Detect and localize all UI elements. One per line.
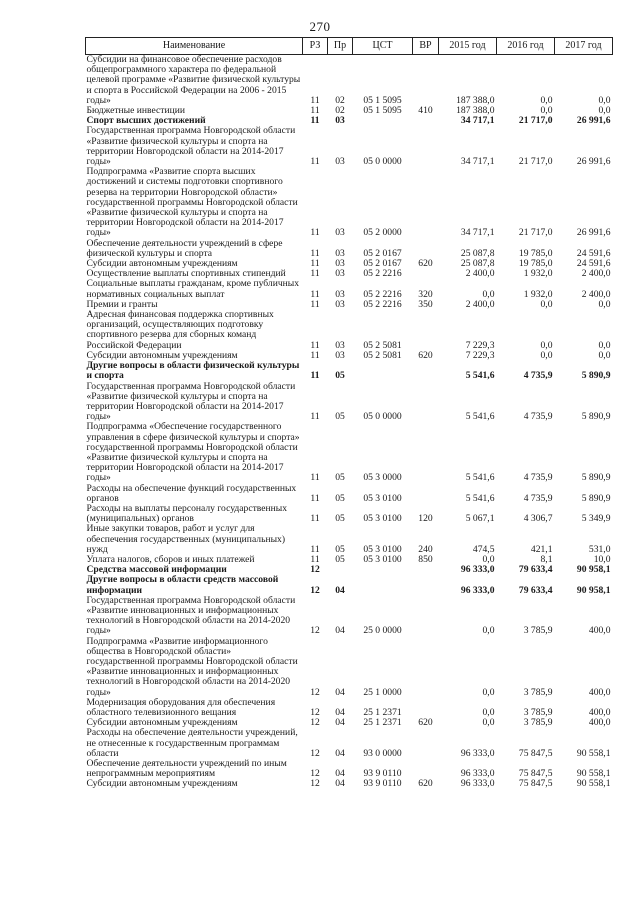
cell-pr: 05 — [335, 472, 345, 484]
cell-name: Адресная финансовая поддержка спортивных организаций, осуществляющих подготовку спортивного резерва для сборных команд Российской Федерации — [86, 310, 274, 351]
cell-name: Субсидии автономным учреждениям — [86, 259, 238, 270]
cell-rz: 12 — [310, 625, 320, 637]
table-row — [86, 55, 613, 107]
cell-name: Обеспечение деятельности учреждений по иным непрограммным мероприятиям — [86, 759, 287, 780]
cell-2015: 5 541,6 — [465, 492, 495, 504]
cell-2017: 26 991,6 — [576, 116, 611, 127]
cell-rz: 11 — [310, 370, 320, 382]
table-row — [86, 698, 613, 718]
table-row — [86, 279, 613, 299]
cell-2015: 5 541,6 — [465, 370, 495, 382]
cell-cst: 05 3 0100 — [363, 554, 402, 565]
cell-rz: 11 — [310, 156, 320, 168]
cell-2017: 24 591,6 — [576, 247, 611, 259]
header-name: Наименование — [86, 38, 303, 55]
cell-2016: 75 847,5 — [518, 747, 553, 759]
cell-cst: 05 1 5095 — [363, 106, 402, 117]
cell-vr — [413, 596, 439, 637]
cell-rz: 11 — [310, 339, 320, 351]
table-row — [86, 596, 613, 637]
cell-2017: 5 349,9 — [581, 513, 611, 525]
table-row — [86, 310, 613, 351]
table-row — [86, 382, 613, 423]
cell-2017: 0,0 — [598, 106, 611, 117]
cell-2015: 0,0 — [482, 554, 495, 565]
table-row — [86, 728, 613, 759]
cell-vr: 320 — [418, 288, 433, 300]
cell-name: Субсидии автономным учреждениям — [86, 779, 238, 790]
cell-2016: 4 735,9 — [523, 492, 553, 504]
cell-2017: 5 890,9 — [581, 472, 611, 484]
cell-vr: 620 — [418, 718, 433, 729]
cell-name: Социальные выплаты гражданам, кроме публичных нормативных социальных выплат — [86, 279, 300, 300]
cell-2016: 1 932,0 — [523, 288, 553, 300]
cell-vr — [413, 698, 439, 718]
cell-vr — [413, 728, 439, 759]
cell-cst: 05 2 0000 — [363, 227, 402, 239]
cell-2017: 0,0 — [598, 299, 611, 310]
cell-2015: 96 333,0 — [460, 747, 495, 759]
cell-pr: 05 — [335, 411, 345, 423]
cell-vr — [413, 422, 439, 483]
cell-cst: 25 1 2371 — [363, 718, 402, 729]
cell-pr: 05 — [335, 492, 345, 504]
cell-rz: 12 — [310, 747, 320, 759]
cell-vr — [413, 167, 439, 238]
table-row — [86, 484, 613, 504]
cell-2016: 0,0 — [540, 106, 553, 117]
cell-2016: 421,1 — [530, 543, 553, 555]
cell-rz: 11 — [310, 94, 320, 106]
cell-name: Иные закупки товаров, работ и услуг для обеспечения государственных (муниципальных) нужд — [86, 524, 286, 555]
cell-2017: 400,0 — [588, 625, 611, 637]
cell-name: Подпрограмма «Обеспечение государственного управления в сфере физической культуры и спорта» государственной программы Новгородской области «Развитие физической культуры и спорта на территории Новгородской области на 2014-2017 годы» — [86, 422, 300, 484]
table-row — [86, 524, 613, 555]
cell-2017: 26 991,6 — [576, 156, 611, 168]
cell-2017: 2 400,0 — [581, 269, 611, 280]
header-pr: Пр — [328, 38, 353, 55]
cell-name: Уплата налогов, сборов и иных платежей — [86, 554, 255, 565]
cell-name: Средства массовой информации — [86, 565, 227, 576]
cell-rz: 12 — [310, 768, 320, 780]
table-row — [86, 239, 613, 259]
cell-2016: 8,1 — [540, 554, 553, 565]
cell-rz: 12 — [310, 718, 320, 729]
cell-name: Субсидии автономным учреждениям — [86, 718, 238, 729]
cell-cst: 25 1 0000 — [363, 686, 402, 698]
cell-2016: 4 306,7 — [523, 513, 553, 525]
cell-2016: 21 717,0 — [518, 227, 553, 239]
cell-2016: 75 847,5 — [518, 768, 553, 780]
cell-vr — [413, 565, 439, 575]
cell-pr: 02 — [335, 94, 345, 106]
budget-table — [85, 37, 613, 790]
cell-cst: 05 2 5081 — [363, 350, 402, 361]
cell-vr: 620 — [418, 350, 433, 361]
cell-vr: 350 — [418, 299, 433, 310]
cell-2015: 5 067,1 — [465, 513, 495, 525]
cell-pr: 05 — [335, 513, 345, 525]
header-cst: ЦСТ — [353, 38, 413, 55]
cell-cst: 93 9 0110 — [363, 779, 402, 790]
table-row — [86, 565, 613, 575]
cell-pr: 05 — [335, 554, 345, 565]
table-row — [86, 106, 613, 116]
cell-rz: 11 — [310, 116, 320, 127]
table-row — [86, 759, 613, 779]
cell-cst: 05 3 0100 — [363, 513, 402, 525]
cell-cst: 05 0 0000 — [363, 411, 402, 423]
cell-2015: 96 333,0 — [460, 779, 495, 790]
cell-cst: 05 2 2216 — [363, 288, 402, 300]
cell-pr: 03 — [335, 299, 345, 310]
page-number: 270 — [309, 19, 331, 34]
table-row — [86, 126, 613, 167]
cell-2015: 25 087,8 — [460, 247, 495, 259]
cell-2016: 1 932,0 — [523, 269, 553, 280]
cell-2016: 21 717,0 — [518, 116, 553, 127]
cell-2015: 5 541,6 — [465, 411, 495, 423]
cell-rz: 12 — [310, 707, 320, 718]
cell-cst: 93 0 0000 — [363, 747, 402, 759]
header-2015: 2015 год — [439, 38, 497, 55]
cell-cst: 05 2 0167 — [363, 259, 402, 270]
cell-vr — [413, 759, 439, 779]
cell-2015: 96 333,0 — [460, 584, 495, 596]
cell-cst — [353, 361, 413, 381]
cell-cst: 05 2 0167 — [363, 247, 402, 259]
cell-rz: 12 — [310, 686, 320, 698]
cell-pr: 04 — [335, 686, 345, 698]
cell-2016: 3 785,9 — [523, 625, 553, 637]
cell-rz: 11 — [310, 299, 320, 310]
cell-vr — [413, 55, 439, 107]
cell-rz: 11 — [310, 288, 320, 300]
cell-rz: 11 — [310, 492, 320, 504]
cell-pr: 04 — [335, 707, 345, 718]
table-row — [86, 637, 613, 698]
cell-name: Расходы на выплаты персоналу государственных (муниципальных) органов — [86, 503, 288, 525]
table-row — [86, 779, 613, 789]
cell-pr: 03 — [335, 259, 345, 270]
cell-rz: 12 — [310, 565, 320, 576]
header-rz: РЗ — [303, 38, 328, 55]
cell-vr — [413, 575, 439, 595]
cell-pr: 04 — [335, 718, 345, 729]
cell-2017: 26 991,6 — [576, 227, 611, 239]
cell-vr: 620 — [418, 259, 433, 270]
cell-vr: 410 — [418, 106, 433, 117]
cell-2017: 0,0 — [598, 350, 611, 361]
cell-name: Бюджетные инвестиции — [86, 106, 185, 117]
cell-pr: 04 — [335, 779, 345, 790]
cell-2015: 0,0 — [482, 718, 495, 729]
header-vr: ВР — [413, 38, 439, 55]
cell-2017: 0,0 — [598, 339, 611, 351]
cell-2017: 90 558,1 — [576, 779, 611, 790]
cell-pr: 04 — [335, 747, 345, 759]
cell-cst: 05 2 5081 — [363, 339, 402, 351]
cell-2016: 0,0 — [540, 299, 553, 310]
table-row — [86, 269, 613, 279]
cell-vr — [413, 637, 439, 698]
cell-pr: 03 — [335, 350, 345, 361]
cell-cst: 05 3 0100 — [363, 543, 402, 555]
cell-rz: 11 — [310, 472, 320, 484]
cell-2016: 0,0 — [540, 94, 553, 106]
cell-pr: 04 — [335, 768, 345, 780]
cell-cst: 25 0 0000 — [363, 625, 402, 637]
cell-pr: 04 — [335, 584, 345, 596]
cell-vr: 120 — [418, 513, 433, 525]
cell-rz: 11 — [310, 269, 320, 280]
cell-rz: 12 — [310, 779, 320, 790]
cell-cst — [353, 116, 413, 126]
cell-2015: 0,0 — [482, 707, 495, 718]
cell-2016: 4 735,9 — [523, 472, 553, 484]
cell-2016: 19 785,0 — [518, 259, 553, 270]
cell-name: Обеспечение деятельности учреждений в сфере физической культуры и спорта — [86, 238, 283, 259]
cell-2015: 187 388,0 — [456, 94, 495, 106]
cell-name: Премии и гранты — [86, 299, 158, 310]
cell-2016: 21 717,0 — [518, 156, 553, 168]
cell-2016: 75 847,5 — [518, 779, 553, 790]
table-row — [86, 351, 613, 361]
cell-rz: 11 — [310, 411, 320, 423]
cell-name: Субсидии автономным учреждениям — [86, 350, 238, 361]
cell-name: Осуществление выплаты спортивных стипендий — [86, 269, 286, 280]
cell-2016: 79 633,4 — [518, 584, 553, 596]
table-row — [86, 422, 613, 483]
cell-name: Расходы на обеспечение функций государственных органов — [86, 483, 297, 504]
cell-cst — [353, 565, 413, 575]
cell-vr — [413, 310, 439, 351]
table-row — [86, 116, 613, 126]
cell-pr: 04 — [335, 625, 345, 637]
cell-cst — [353, 575, 413, 595]
cell-2017: 400,0 — [588, 718, 611, 729]
cell-2016: 0,0 — [540, 339, 553, 351]
cell-vr — [413, 484, 439, 504]
header-2016: 2016 год — [497, 38, 555, 55]
cell-name: Расходы на обеспечение деятельности учреждений, не отнесенные к государственным программам области — [86, 728, 298, 759]
cell-pr: 03 — [335, 288, 345, 300]
cell-2016: 0,0 — [540, 350, 553, 361]
cell-2015: 2 400,0 — [465, 299, 495, 310]
table-row — [86, 504, 613, 524]
cell-2015: 96 333,0 — [460, 768, 495, 780]
cell-vr — [413, 116, 439, 126]
cell-name: Другие вопросы в области средств массовой информации — [86, 575, 279, 596]
cell-rz: 11 — [310, 350, 320, 361]
cell-cst: 05 3 0100 — [363, 492, 402, 504]
table-row — [86, 300, 613, 310]
cell-vr: 620 — [418, 779, 433, 790]
table-row — [86, 718, 613, 728]
cell-rz: 11 — [310, 543, 320, 555]
cell-vr — [413, 126, 439, 167]
cell-2017: 24 591,6 — [576, 259, 611, 270]
cell-2017: 0,0 — [598, 94, 611, 106]
cell-vr — [413, 269, 439, 279]
cell-pr: 03 — [335, 339, 345, 351]
cell-cst: 93 9 0110 — [363, 768, 402, 780]
cell-2015: 7 229,3 — [465, 350, 495, 361]
cell-vr — [413, 239, 439, 259]
cell-rz: 12 — [310, 584, 320, 596]
cell-rz: 11 — [310, 554, 320, 565]
cell-2017: 400,0 — [588, 686, 611, 698]
cell-2015: 7 229,3 — [465, 339, 495, 351]
cell-2015: 187 388,0 — [456, 106, 495, 117]
table-header-row — [86, 38, 613, 55]
cell-2017: 90 958,1 — [576, 565, 611, 576]
cell-rz: 11 — [310, 513, 320, 525]
cell-cst: 05 3 0000 — [363, 472, 402, 484]
cell-name: Государственная программа Новгородской области «Развитие инновационных и информационных технологий в Новгородской области на 2014-2020 годы» — [86, 595, 296, 637]
cell-2017: 90 558,1 — [576, 768, 611, 780]
cell-2016: 3 785,9 — [523, 707, 553, 718]
cell-pr — [328, 565, 353, 575]
cell-vr: 240 — [418, 543, 433, 555]
cell-2017: 2 400,0 — [581, 288, 611, 300]
cell-name: Подпрограмма «Развитие информационного общества в Новгородской области» государственной программы Новгородской области «Развитие инновационных и информационных технологий в Новгородской области на 2014-2020 годы» — [86, 636, 298, 698]
cell-pr: 03 — [335, 156, 345, 168]
cell-rz: 11 — [310, 106, 320, 117]
cell-vr: 850 — [418, 554, 433, 565]
cell-2015: 25 087,8 — [460, 259, 495, 270]
table-row — [86, 555, 613, 565]
cell-2015: 2 400,0 — [465, 269, 495, 280]
cell-pr: 05 — [335, 370, 345, 382]
cell-2017: 400,0 — [588, 707, 611, 718]
cell-name: Субсидии на финансовое обеспечение расходов общепрограммного характера по федеральной целевой программе «Развитие физической культуры и спорта в Российской Федерации на 2006 - 2015 годы» — [86, 54, 301, 106]
cell-name: Спорт высших достижений — [86, 116, 206, 127]
cell-vr — [413, 361, 439, 381]
table-body — [86, 55, 613, 790]
cell-vr — [413, 382, 439, 423]
cell-pr: 02 — [335, 106, 345, 117]
header-2017: 2017 год — [555, 38, 613, 55]
cell-2015: 0,0 — [482, 686, 495, 698]
cell-cst: 05 1 5095 — [363, 94, 402, 106]
cell-cst: 05 2 2216 — [363, 299, 402, 310]
cell-2015: 0,0 — [482, 625, 495, 637]
cell-2017: 5 890,9 — [581, 370, 611, 382]
cell-name: Государственная программа Новгородской области «Развитие физической культуры и спорта на территории Новгородской области на 2014-2017 годы» — [86, 126, 296, 168]
cell-2017: 90 958,1 — [576, 584, 611, 596]
cell-2016: 3 785,9 — [523, 718, 553, 729]
cell-2016: 4 735,9 — [523, 411, 553, 423]
table-row — [86, 575, 613, 595]
cell-2017: 10,0 — [593, 554, 611, 565]
cell-name: Подпрограмма «Развитие спорта высших достижений и системы подготовки спортивного резерва на территории Новгородской области» государственной программы Новгородской области «Развитие физической культуры и спорта на территории Новгородской области на 2014-2017 годы» — [86, 167, 298, 239]
cell-pr: 03 — [335, 116, 345, 127]
cell-cst: 05 0 0000 — [363, 156, 402, 168]
cell-rz: 11 — [310, 227, 320, 239]
cell-pr: 03 — [335, 227, 345, 239]
cell-rz: 11 — [310, 247, 320, 259]
cell-2017: 90 558,1 — [576, 747, 611, 759]
cell-cst: 05 2 2216 — [363, 269, 402, 280]
cell-2016: 3 785,9 — [523, 686, 553, 698]
cell-2017: 531,0 — [588, 543, 611, 555]
table-row — [86, 167, 613, 238]
cell-rz: 11 — [310, 259, 320, 270]
cell-2017: 5 890,9 — [581, 492, 611, 504]
cell-2016: 79 633,4 — [518, 565, 553, 576]
table-row — [86, 361, 613, 381]
cell-2015: 0,0 — [482, 288, 495, 300]
cell-2016: 4 735,9 — [523, 370, 553, 382]
cell-2015: 96 333,0 — [460, 565, 495, 576]
cell-2015: 474,5 — [472, 543, 495, 555]
cell-name: Государственная программа Новгородской области «Развитие физической культуры и спорта на территории Новгородской области на 2014-2017 годы» — [86, 381, 296, 423]
cell-2015: 34 717,1 — [460, 116, 495, 127]
cell-2017: 5 890,9 — [581, 411, 611, 423]
table-row — [86, 259, 613, 269]
cell-pr: 03 — [335, 269, 345, 280]
cell-2015: 5 541,6 — [465, 472, 495, 484]
cell-pr: 05 — [335, 543, 345, 555]
cell-pr: 03 — [335, 247, 345, 259]
cell-2015: 34 717,1 — [460, 227, 495, 239]
cell-2016: 19 785,0 — [518, 247, 553, 259]
cell-name: Другие вопросы в области физической культуры и спорта — [86, 361, 300, 382]
cell-cst: 25 1 2371 — [363, 707, 402, 718]
cell-2015: 34 717,1 — [460, 156, 495, 168]
cell-name: Модернизация оборудования для обеспечения областного телевизионного вещания — [86, 697, 276, 718]
